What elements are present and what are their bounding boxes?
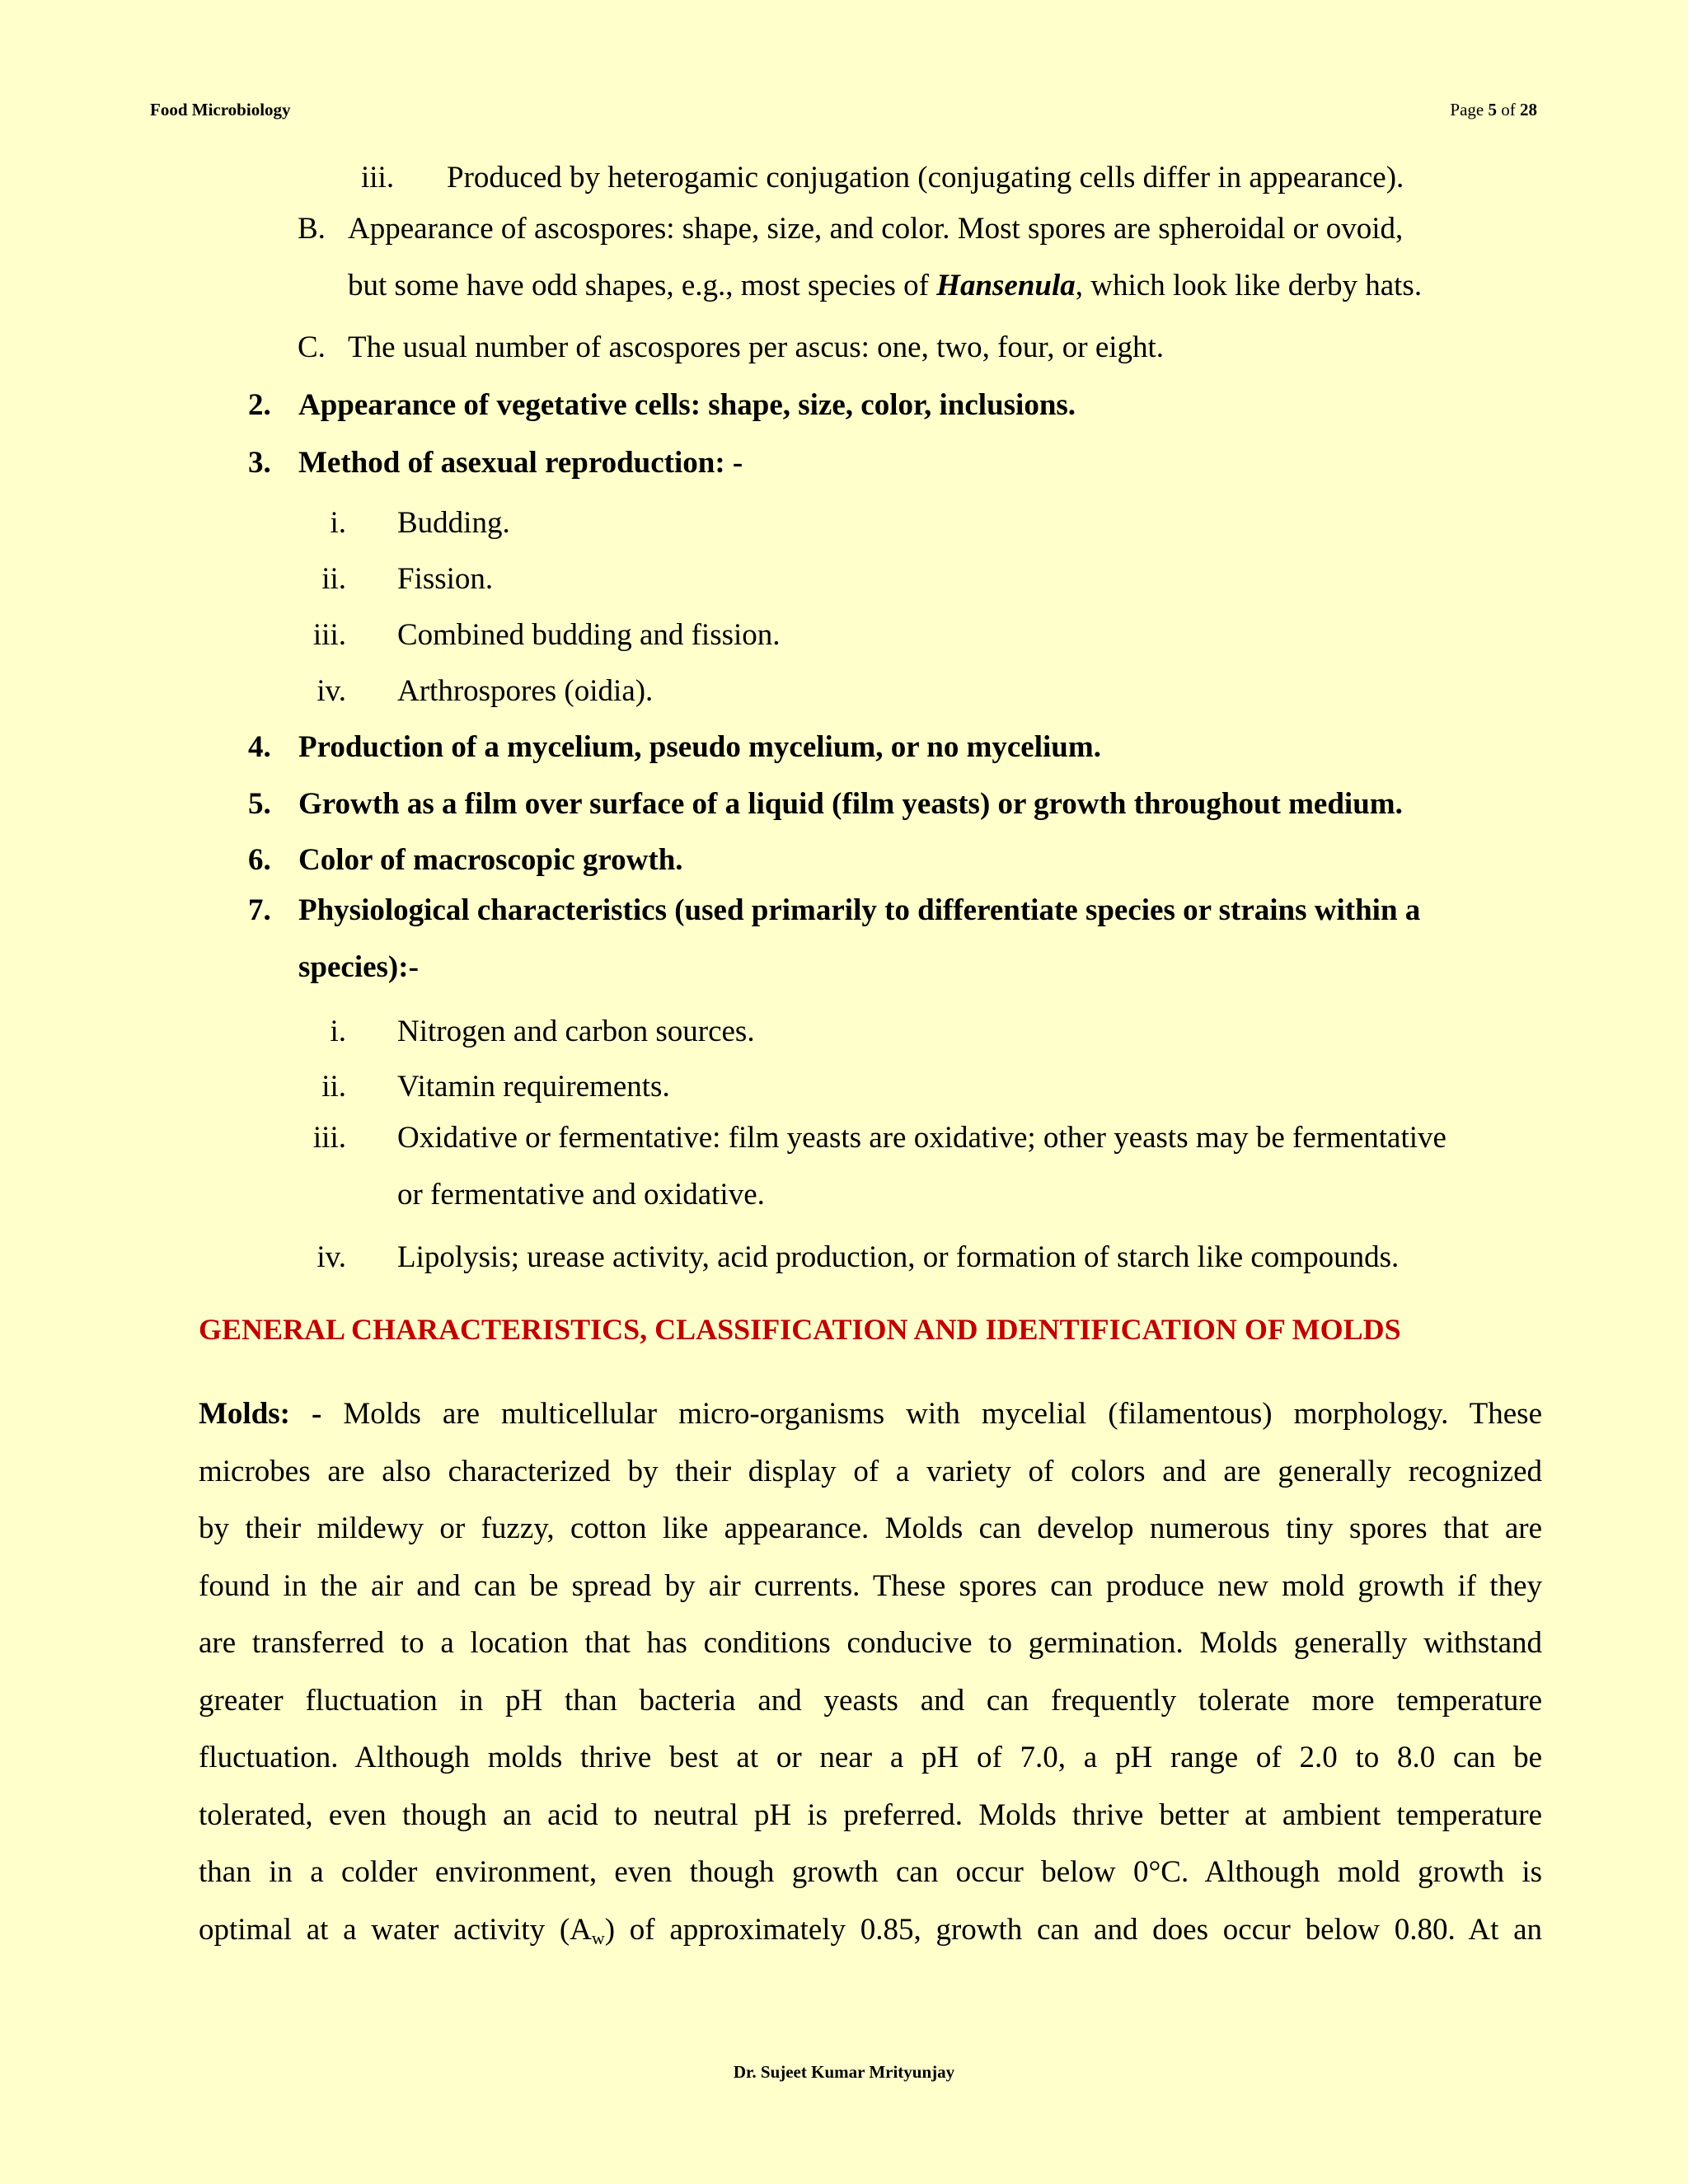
paragraph-line: microbes are also characterized by their display of a variety of colors and are generally recognized bbox=[199, 1454, 1542, 1488]
list-num: iii. bbox=[312, 1121, 346, 1155]
paragraph-line: by their mildewy or fuzzy, cotton like appearance. Molds can develop numerous tiny spores that are bbox=[199, 1511, 1542, 1545]
list-item: Vitamin requirements. bbox=[397, 1070, 670, 1104]
list-num: 4. bbox=[248, 730, 271, 764]
list-item: Physiological characteristics (used primarily to differentiate species or strains within a bbox=[298, 893, 1421, 927]
paragraph-line: tolerated, even though an acid to neutral pH is preferred. Molds thrive better at ambient temperature bbox=[199, 1797, 1542, 1832]
text-span: but some have odd shapes, e.g., most species of bbox=[348, 269, 937, 302]
paragraph-line: Molds: - Molds are multicellular micro-organisms with mycelial (filamentous) morphology. These bbox=[199, 1397, 1543, 1431]
list-num: i. bbox=[330, 506, 346, 540]
list-num: iv. bbox=[316, 1240, 346, 1274]
paragraph-line: optimal at a water activity $(A_w)$ of approximately 0.85, growth can and does occur below 0.80. At an bbox=[199, 1912, 1543, 1948]
page-number bbox=[1450, 100, 1537, 120]
header-title: Food Microbiology bbox=[150, 100, 291, 120]
list-item-continued: or fermentative and oxidative. bbox=[397, 1178, 765, 1212]
paragraph-line: greater fluctuation in pH than bacteria and yeasts and can frequently tolerate more temperature bbox=[199, 1683, 1542, 1718]
list-num: B. bbox=[298, 212, 326, 246]
paragraph-line: are transferred to a location that has conditions conducive to germination. Molds generally withstand bbox=[199, 1626, 1542, 1660]
list-num: iii. bbox=[312, 618, 346, 652]
paragraph-lead: Molds: - bbox=[199, 1397, 322, 1431]
list-item: Method of asexual reproduction: - bbox=[298, 446, 743, 480]
genus-name: Hansenula bbox=[936, 269, 1076, 302]
list-item: Appearance of ascospores: shape, size, and color. Most spores are spheroidal or ovoid, bbox=[348, 212, 1404, 246]
section-heading: GENERAL CHARACTERISTICS, CLASSIFICATION AND IDENTIFICATION OF MOLDS bbox=[199, 1313, 1401, 1346]
list-item: Budding. bbox=[397, 506, 510, 540]
page-of: of bbox=[1497, 100, 1520, 120]
list-item-continued bbox=[348, 268, 1422, 304]
paragraph-line: found in the air and can be spread by air currents. These spores can produce new mold growth if they bbox=[199, 1568, 1542, 1603]
footer-author: Dr. Sujeet Kumar Mrityunjay bbox=[733, 2062, 955, 2082]
list-num: C. bbox=[298, 330, 326, 364]
list-num: 3. bbox=[248, 446, 271, 480]
list-item: Arthrospores (oidia). bbox=[397, 674, 654, 708]
page-total: 28 bbox=[1520, 100, 1537, 120]
list-item: Nitrogen and carbon sources. bbox=[397, 1015, 755, 1048]
list-num: iv. bbox=[316, 674, 346, 708]
list-num: 2. bbox=[248, 388, 271, 422]
subscript: w bbox=[591, 1927, 605, 1948]
list-item: Production of a mycelium, pseudo mycelium, or no mycelium. bbox=[298, 730, 1101, 764]
text-span: , which look like derby hats. bbox=[1075, 269, 1423, 302]
list-num: ii. bbox=[321, 562, 346, 596]
list-item: Growth as a film over surface of a liquid (film yeasts) or growth throughout medium. bbox=[298, 787, 1403, 821]
paragraph-line: than in a colder environment, even though growth can occur below 0°C. Although mold growth is bbox=[199, 1855, 1542, 1889]
list-num: 7. bbox=[248, 893, 271, 927]
molds-paragraph bbox=[199, 1385, 1542, 1958]
list-num: 6. bbox=[248, 843, 271, 877]
list-item-continued: species):- bbox=[298, 950, 419, 984]
list-num: 5. bbox=[248, 787, 271, 821]
list-num: ii. bbox=[321, 1070, 346, 1104]
list-item: Produced by heterogamic conjugation (conjugating cells differ in appearance). bbox=[447, 161, 1404, 194]
page-current: 5 bbox=[1488, 100, 1497, 120]
list-item: Color of macroscopic growth. bbox=[298, 843, 683, 877]
list-item: The usual number of ascospores per ascus: one, two, four, or eight. bbox=[348, 330, 1165, 364]
list-item: Oxidative or fermentative: film yeasts are oxidative; other yeasts may be fermentative bbox=[397, 1121, 1447, 1155]
list-item: Lipolysis; urease activity, acid production, or formation of starch like compounds. bbox=[397, 1240, 1400, 1274]
list-num: iii. bbox=[361, 161, 395, 194]
list-item: Fission. bbox=[397, 562, 494, 596]
paragraph-line: fluctuation. Although molds thrive best at or near a pH of 7.0, a pH range of 2.0 to 8.0 can be bbox=[199, 1741, 1542, 1774]
page-label: Page bbox=[1450, 100, 1489, 120]
list-num: i. bbox=[330, 1015, 346, 1048]
list-item: Appearance of vegetative cells: shape, size, color, inclusions. bbox=[298, 388, 1076, 422]
list-item: Combined budding and fission. bbox=[397, 618, 781, 652]
